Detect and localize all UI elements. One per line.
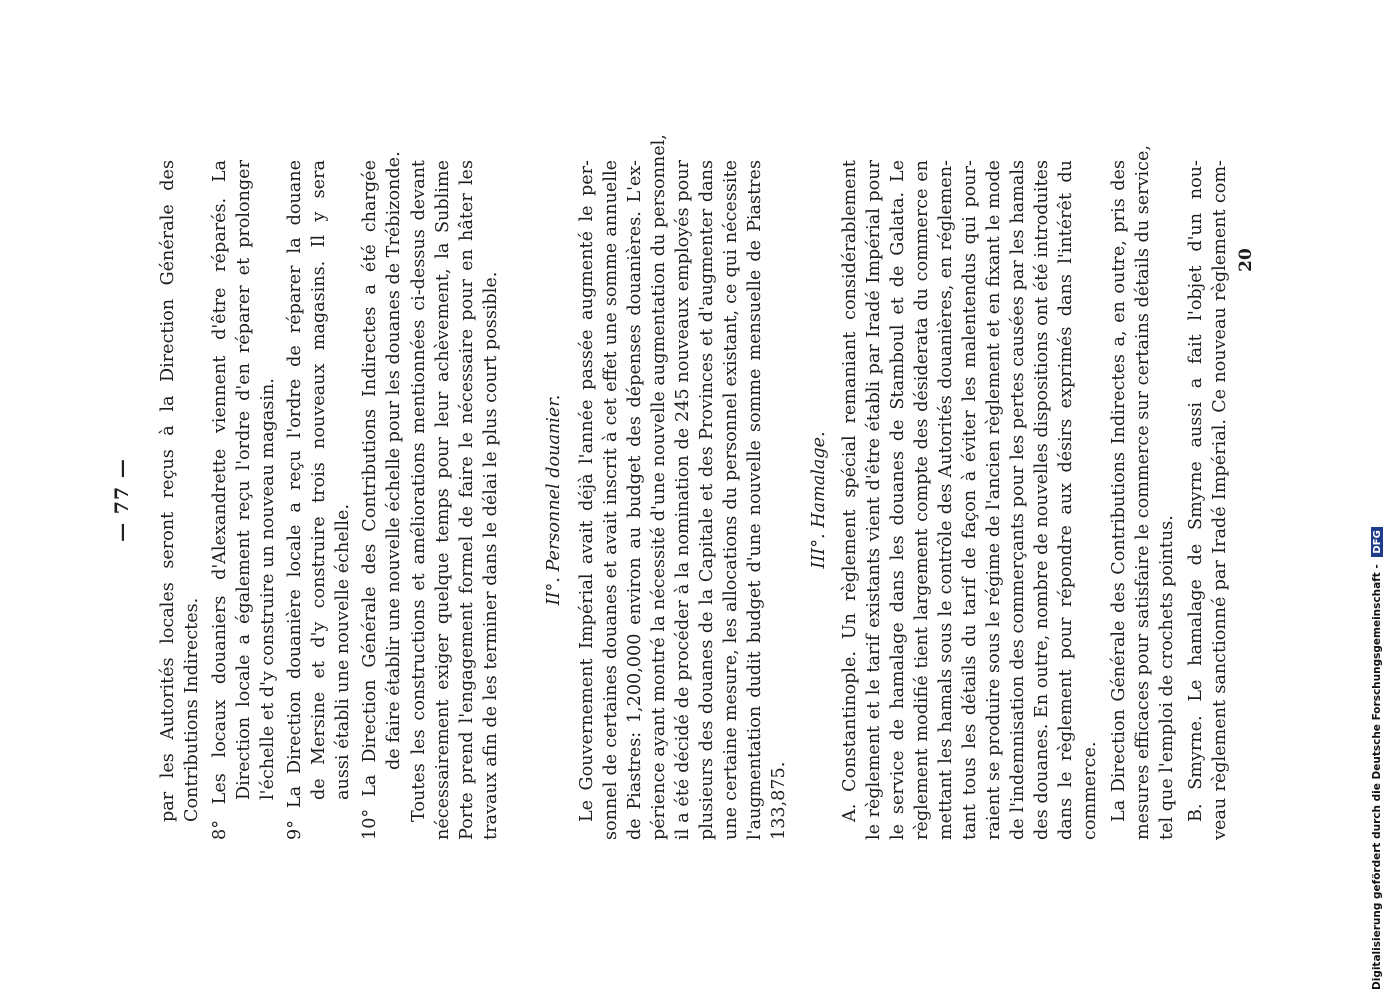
text-line: 8° Les locaux douaniers d'Alexandrette viennent d'être réparés. La — [210, 160, 230, 840]
text-line: nécessairement exiger quelque temps pour leur achèvement, la Sublime — [433, 160, 453, 840]
dfg-logo: DFG — [1371, 527, 1383, 556]
text-line: 10° La Direction Générale des Contributions Indirectes a été chargée — [360, 160, 380, 840]
text-line: travaux afin de les terminer dans le délai le plus court possible. — [481, 271, 501, 840]
text-line: tel que l'emploi de crochets pointus. — [1157, 515, 1177, 840]
text-line: Contributions Indirectes. — [182, 597, 202, 822]
text-line: mettant les hamals sous le contrôle des Autorités douanières, en réglemen- — [936, 160, 956, 840]
text-line: de faire établir une nouvelle échelle pour les douanes de Trébizonde. — [384, 151, 404, 770]
text-line: dans le règlement pour répondre aux désirs exprimés dans l'intérêt du — [1056, 160, 1076, 840]
text-line: commerce. — [1080, 741, 1100, 840]
text-line: des douanes. En outre, nombre de nouvelles dispositions ont été introduites — [1032, 160, 1052, 840]
text-line: il a été décidé de procéder à la nomination de 245 nouveaux employés pour — [673, 160, 693, 840]
section-heading-personnel: II°. Personnel douanier. — [544, 394, 564, 606]
text-line: périence ayant montré la nécessité d'une nouvelle augmentation du personnel, — [649, 134, 669, 840]
digitization-note: Digitalisierung gefördert durch die Deutsche Forschungsgemeinschaft - — [1371, 564, 1383, 990]
text-line: Toutes les constructions et améliorations mentionnées ci-dessus devant — [409, 160, 429, 822]
text-line: règlement modifié tient largement compte des désiderata du commerce en — [912, 160, 932, 840]
section-heading-hamalage: III°. Hamalage. — [809, 431, 829, 569]
text-line: l'échelle et d'y construire un nouveau magasin. — [258, 378, 278, 800]
signature-mark: 20 — [1236, 248, 1256, 272]
text-line: de Mersine et d'y construire trois nouveaux magasins. Il y sera — [309, 160, 329, 800]
text-line: veau règlement sanctionné par Iradé Impérial. Ce nouveau règlement com- — [1210, 160, 1230, 840]
text-line: aussi établi une nouvelle échelle. — [333, 504, 353, 800]
text-line: Direction locale a également reçu l'ordre d'en réparer et prolonger — [234, 160, 254, 800]
text-line: une certaine mesure, les allocations du personnel existant, ce qui nécessite — [721, 160, 741, 840]
text-line: 9° La Direction douanière locale a reçu l'ordre de réparer la douane — [285, 160, 305, 840]
text-line: sonnel de certaines douanes et avait inscrit à cet effet une somme annuelle — [601, 160, 621, 840]
text-line: le service de hamalage dans les douanes de Stamboul et de Galata. Le — [888, 160, 908, 840]
text-line: A. Constantinople. Un règlement spécial remaniant considérablement — [840, 160, 860, 822]
text-line: Porte prend l'engagement formel de faire le nécessaire pour en hâter les — [457, 160, 477, 840]
text-line: le règlement et le tarif existants vient d'être établi par Iradé Impérial pour — [864, 160, 884, 840]
text-line: mesures efficaces pour satisfaire le commerce sur certains détails du service, — [1133, 144, 1153, 840]
text-line: par les Autorités locales seront reçus à la Direction Générale des — [158, 160, 178, 822]
text-line: tant tous les détails du tarif de façon à éviter les malentendus qui pour- — [960, 160, 980, 840]
page-number: — 77 — — [111, 458, 133, 542]
text-line: La Direction Générale des Contributions Indirectes a, en outre, pris des — [1109, 160, 1129, 822]
text-line: 133,875. — [769, 761, 789, 840]
text-line: B. Smyrne. Le hamalage de Smyrne aussi a fait l'objet d'un nou- — [1186, 160, 1206, 822]
page-text-rotated — [110, 134, 1260, 840]
text-line: de Piastres: 1,200,000 environ au budget des dépenses douanières. L'ex- — [625, 160, 645, 840]
digitization-footer — [1368, 270, 1383, 990]
text-line: de l'indemnisation des commerçants pour les pertes causées par les hamals — [1008, 160, 1028, 840]
text-line: plusieurs des douanes de la Capitale et des Provinces et d'augmenter dans — [697, 160, 717, 840]
text-line: raient se produire sous le régime de l'ancien règlement et en fixant le mode — [984, 160, 1004, 840]
text-line: Le Gouvernement Impérial avait déjà l'année passée augmenté le per- — [577, 160, 597, 822]
text-line: l'augmentation dudit budget d'une nouvelle somme mensuelle de Piastres — [745, 160, 765, 840]
